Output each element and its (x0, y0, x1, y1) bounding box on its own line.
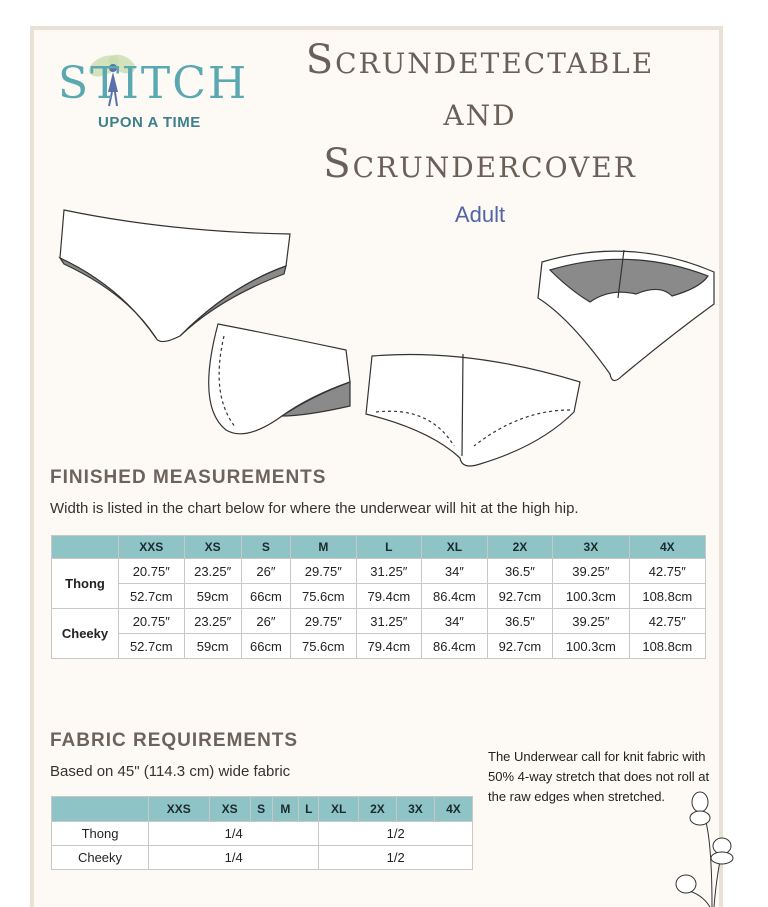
table-cell: 26″ (241, 559, 290, 584)
header-size: 2X (487, 536, 553, 559)
logo (56, 56, 249, 136)
table-cell: 26″ (241, 609, 290, 634)
table-cell: 1/4 (149, 822, 319, 846)
measurements-table (51, 535, 706, 659)
header-size: 4X (629, 536, 705, 559)
table-cell: 108.8cm (629, 584, 705, 609)
header-size: M (272, 797, 299, 822)
table-cell: 100.3cm (553, 634, 629, 659)
table-cell: 66cm (241, 584, 290, 609)
header-size: L (356, 536, 422, 559)
table-cell: 39.25″ (553, 559, 629, 584)
briefs-side-illustration (209, 324, 350, 434)
page-title (260, 34, 700, 190)
table-cell: 100.3cm (553, 584, 629, 609)
table-cell: 36.5″ (487, 559, 553, 584)
table-cell: 86.4cm (422, 584, 488, 609)
row-label-cheeky: Cheeky (52, 846, 149, 870)
table-cell: 59cm (184, 634, 241, 659)
logo-tagline: UPON A TIME (98, 114, 201, 131)
fabric-table (51, 796, 473, 870)
table-cell: 20.75″ (119, 609, 185, 634)
table-row (52, 822, 473, 846)
briefs-back-illustration (366, 354, 580, 466)
header-size: S (241, 536, 290, 559)
table-cell: 92.7cm (487, 634, 553, 659)
header-size: 2X (358, 797, 396, 822)
table-cell: 23.25″ (184, 609, 241, 634)
measurements-heading: FINISHED MEASUREMENTS (50, 467, 327, 488)
table-row (52, 634, 706, 659)
table-row (52, 584, 706, 609)
flower-illustration (672, 790, 742, 907)
header-size: L (299, 797, 319, 822)
table-cell: 66cm (241, 634, 290, 659)
table-cell: 31.25″ (356, 609, 422, 634)
table-cell: 52.7cm (119, 584, 185, 609)
header-size: M (291, 536, 357, 559)
header-size: XL (319, 797, 359, 822)
table-cell: 29.75″ (291, 559, 357, 584)
fabric-heading: FABRIC REQUIREMENTS (50, 730, 299, 751)
table-cell: 1/2 (319, 822, 473, 846)
table-cell: 42.75″ (629, 609, 705, 634)
table-row (52, 609, 706, 634)
header-size: S (250, 797, 272, 822)
fabric-side-note: The Underwear call for knit fabric with 50% 4-way stretch that does not roll at the raw edges when stretched. (488, 749, 710, 804)
header-size: 4X (434, 797, 472, 822)
title-line-3: Scrundercover (323, 141, 637, 187)
table-cell: 23.25″ (184, 559, 241, 584)
table-cell: 36.5″ (487, 609, 553, 634)
header-size: XS (209, 797, 250, 822)
logo-wordmark: STITCH (58, 58, 249, 109)
table-cell: 75.6cm (291, 584, 357, 609)
table-cell: 1/2 (319, 846, 473, 870)
table-cell: 34″ (422, 559, 488, 584)
table-cell: 39.25″ (553, 609, 629, 634)
page-subtitle: Adult (454, 202, 506, 227)
table-cell: 20.75″ (119, 559, 185, 584)
table-cell: 108.8cm (629, 634, 705, 659)
table-cell: 86.4cm (422, 634, 488, 659)
header-size: XXS (149, 797, 210, 822)
row-label-cheeky: Cheeky (52, 609, 119, 659)
table-cell: 52.7cm (119, 634, 185, 659)
briefs-front-illustration (60, 210, 290, 342)
header-blank (52, 797, 149, 822)
underwear-illustrations (50, 206, 730, 476)
measurements-note: Width is listed in the chart below for where the underwear will hit at the high hip. (50, 500, 579, 517)
table-cell: 31.25″ (356, 559, 422, 584)
table-row (52, 559, 706, 584)
title-line-2: and (443, 89, 517, 135)
thong-illustration (538, 250, 714, 381)
header-blank (52, 536, 119, 559)
header-size: XXS (119, 536, 185, 559)
row-label-thong: Thong (52, 559, 119, 609)
table-cell: 29.75″ (291, 609, 357, 634)
table-cell: 79.4cm (356, 584, 422, 609)
row-label-thong: Thong (52, 822, 149, 846)
table-cell: 92.7cm (487, 584, 553, 609)
table-cell: 34″ (422, 609, 488, 634)
table-row (52, 846, 473, 870)
table-cell: 75.6cm (291, 634, 357, 659)
header-size: 3X (553, 536, 629, 559)
fabric-header-row (52, 797, 473, 822)
table-cell: 1/4 (149, 846, 319, 870)
table-cell: 79.4cm (356, 634, 422, 659)
measurements-header-row (52, 536, 706, 559)
table-cell: 42.75″ (629, 559, 705, 584)
title-line-1: Scrundetectable (305, 37, 655, 83)
table-cell: 59cm (184, 584, 241, 609)
header-size: XS (184, 536, 241, 559)
header-size: XL (422, 536, 488, 559)
fabric-note: Based on 45" (114.3 cm) wide fabric (50, 763, 291, 780)
header-size: 3X (396, 797, 434, 822)
